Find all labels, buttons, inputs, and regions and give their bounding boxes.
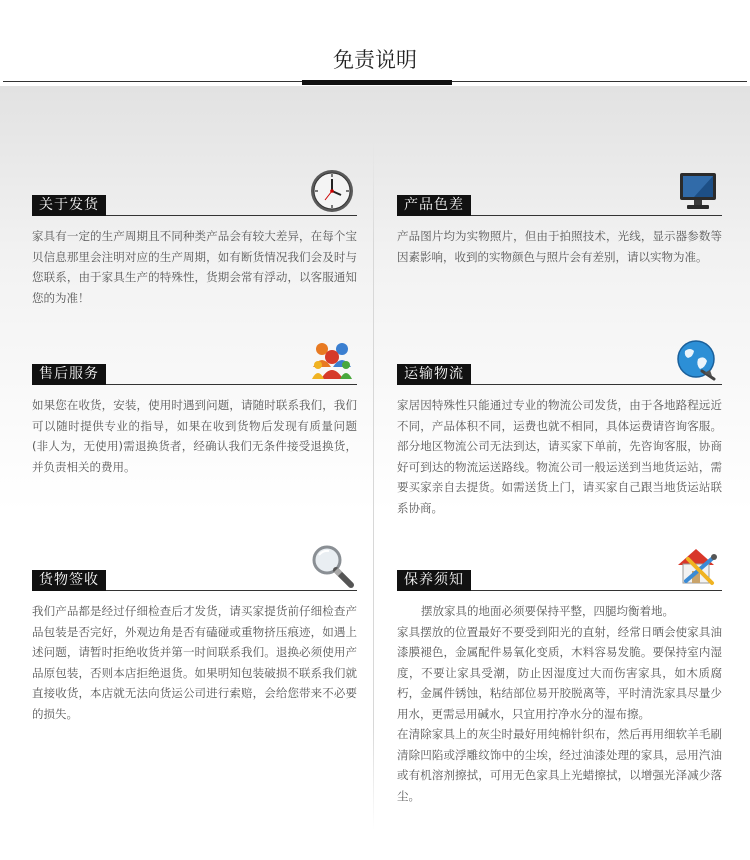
section-body [397, 226, 722, 267]
section-paragraph: 摆放家具的地面必须要保持平整，四腿均衡着地。 [421, 604, 674, 618]
section-title: 关于发货 [32, 195, 106, 216]
section-shipping [32, 192, 357, 308]
section-title: 货物签收 [32, 570, 106, 591]
page-header [0, 0, 750, 90]
section-color [397, 192, 722, 267]
section-body [32, 226, 357, 308]
section-heading [32, 361, 357, 385]
people-icon [309, 337, 355, 383]
section-heading [397, 192, 722, 216]
section-title: 售后服务 [32, 364, 106, 385]
section-receipt [32, 567, 357, 724]
section-text: 如果您在收货，安装，使用时遇到问题，请随时联系我们，我们可以随时提供专业的指导，如果在收到货物后发现有质量问题(非人为，无使用)需退换货者，经确认我们无条件接受退换货，并负责相关的费用。 [32, 398, 357, 474]
section-heading [397, 567, 722, 591]
section-title: 运输物流 [397, 364, 471, 385]
section-after-sales [32, 361, 357, 477]
section-title: 保养须知 [397, 570, 471, 591]
section-body [32, 395, 357, 477]
section-logistics [397, 361, 722, 518]
section-body [32, 601, 357, 724]
column-divider [373, 140, 374, 830]
section-text: 家居因特殊性只能通过专业的物流公司发货，由于各地路程远近不同，产品体积不同，运费也就不相同，具体运费请咨询客服。部分地区物流公司无法到达，请买家下单前，先咨询客服，协商好可到达的物流运送路线。物流公司一般运送到当地货运站，需要买家亲自去提货。如需送货上门，请买家自己跟当地货运站联系协商。 [397, 398, 722, 515]
section-title: 产品色差 [397, 195, 471, 216]
section-text: 产品图片均为实物照片，但由于拍照技术，光线，显示器参数等因素影响，收到的实物颜色与照片会有差别，请以实物为准。 [397, 229, 722, 264]
page-title: 免责说明 [333, 48, 417, 72]
section-heading [32, 567, 357, 591]
globe-icon [674, 337, 720, 383]
house-tools-icon [674, 543, 720, 589]
section-body [397, 395, 722, 518]
section-text: 家具有一定的生产周期且不同种类产品会有较大差异，在每个宝贝信息那里会注明对应的生产周期，如有断货情况我们会及时与您联系，由于家具生产的特殊性，货期会常有浮动，以客服通知您的为准！ [32, 229, 357, 305]
section-text: 我们产品都是经过仔细检查后才发货，请买家提货前仔细检查产品包装是否完好，外观边角是否有磕碰或重物挤压痕迹，如遇上述问题，请暂时拒绝收货并第一时间联系我们。退换必须使用产品原包装，否则本店拒绝退货。如果明知包装破损不联系我们就直接收货，本店就无法向货运公司进行索赔，会给您带来不必要的损失。 [32, 604, 357, 721]
section-paragraph: 在清除家具上的灰尘时最好用纯棉针织布，然后再用细软羊毛刷清除凹陷或浮雕纹饰中的尘埃，经过油漆处理的家具，忌用汽油或有机溶剂擦拭，可用无色家具上光蜡擦拭，以增强光泽减少落尘。 [397, 727, 722, 803]
section-heading [32, 192, 357, 216]
section-paragraph: 家具摆放的位置最好不要受到阳光的直射，经常日晒会使家具油漆膜褪色，金属配件易氧化变质，木料容易发脆。要保持室内湿度，不要让家具受潮，防止因湿度过大而伤害家具，如木质腐朽，金属件锈蚀，粘结部位易开胶脱离等，平时清洗家具尽量少用水，更需忌用碱水，只宜用拧净水分的湿布擦。 [397, 624, 722, 721]
clock-icon [309, 168, 355, 214]
magnifier-icon [309, 543, 355, 589]
section-body [397, 601, 722, 806]
header-rule-accent [302, 80, 452, 85]
monitor-icon [674, 168, 720, 214]
section-heading [397, 361, 722, 385]
section-care [397, 567, 722, 806]
